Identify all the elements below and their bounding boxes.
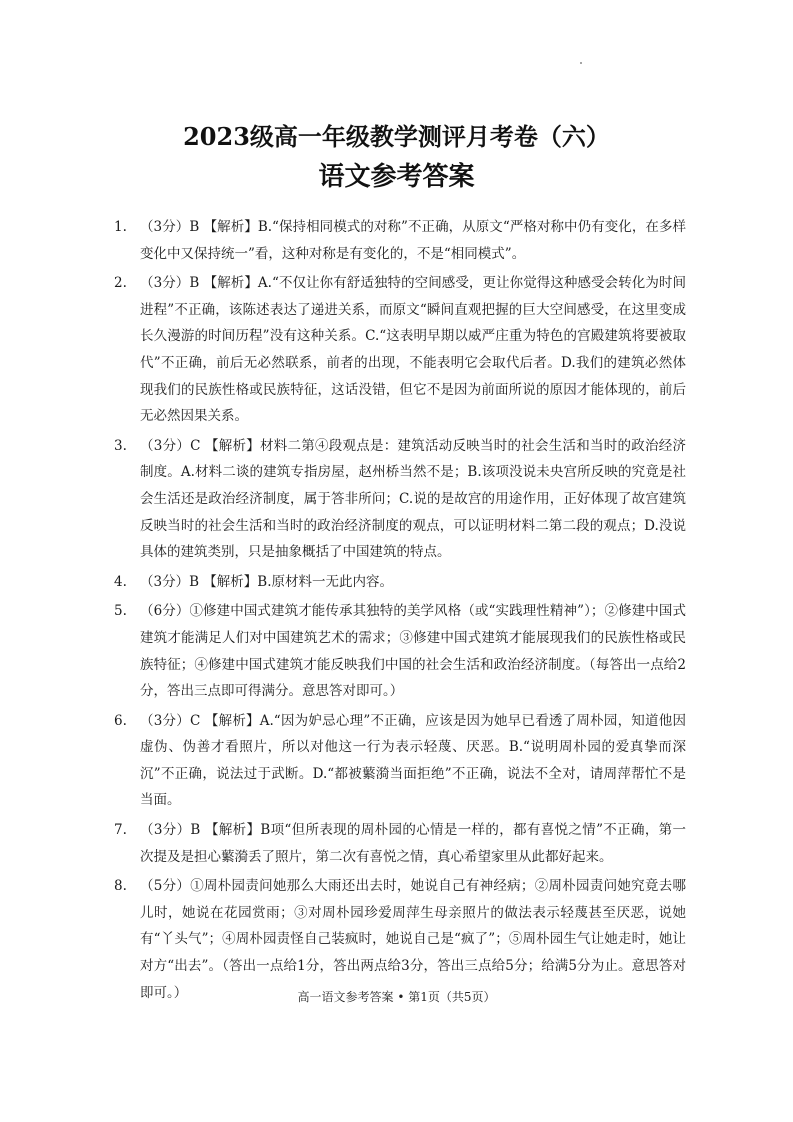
answer-text: （3分）B 【解析】B.“保持相同模式的对称”不正确，从原文“严格对称中仍有变化，在多样变化中又保持统一”看，这种对称是有变化的，不是“相同模式”。 <box>140 219 686 262</box>
answer-item <box>114 708 686 814</box>
answer-text: （3分）C 【解析】A.“因为妒忌心理”不正确，应该是因为她早已看透了周朴园，知道他因虚伪、伪善才看照片，所以对他这一行为表示轻蔑、厌恶。B.“说明周朴园的爱真挚而深沉”不正确，说法过于武断。D.“都被蘩漪当面拒绝”不正确，说法不全对，请周萍帮忙不是当面。 <box>140 712 686 809</box>
page-mark <box>580 62 582 64</box>
answer-number: 3. <box>114 437 127 454</box>
answer-number: 5. <box>114 603 127 620</box>
answer-number: 1. <box>114 219 127 235</box>
page-footer: 高一语文参考答案 • 第1页（共5页） <box>297 990 496 1004</box>
answer-text: （3分）B 【解析】B项“但所表现的周朴园的心情是一样的，都有喜悦之情”不正确，第一次提及是担心蘩漪丢了照片，第二次有喜悦之情，真心希望家里从此都好起来。 <box>140 822 686 865</box>
answer-number: 4. <box>114 573 127 590</box>
answer-item <box>114 433 686 566</box>
answer-text: （3分）B 【解析】A.“不仅让你有舒适独特的空间感受，更让你觉得这种感受会转化为时间进程”不正确，该陈述表达了递进关系，而原文“瞬间直观把握的巨大空间感受，在这里变成长久漫游的时间历程”没有这种关系。C.“这表明早期以威严庄重为特色的宫殿建筑将要被取代”不正确，前后无必然联系，前者的出现，不能表明它会取代后者。D.我们的建筑必然体现我们的民族性格或民族特征，这话没错，但它不是因为前面所说的原因才能体现的，前后无必然因果关系。 <box>140 275 686 425</box>
answer-list <box>114 214 686 1009</box>
answer-item <box>114 569 686 596</box>
answer-number: 8. <box>114 878 127 895</box>
answer-text: （3分）B 【解析】B.原材料一无此内容。 <box>140 573 394 590</box>
answer-number: 2. <box>114 275 127 292</box>
answer-item <box>114 817 686 870</box>
exam-title: 2023级高一年级教学测评月考卷（六） <box>183 122 610 151</box>
answer-item <box>114 214 686 267</box>
answer-item <box>114 598 686 704</box>
answer-item <box>114 873 686 1006</box>
exam-subtitle: 语文参考答案 <box>318 162 475 192</box>
answer-number: 7. <box>114 822 127 839</box>
answer-text: （6分）①修建中国式建筑才能传承其独特的美学风格（或“实践理性精神”）；②修建中国式建筑才能满足人们对中国建筑艺术的需求；③修建中国式建筑才能展现我们的民族性格或民族特征；④修建中国式建筑才能反映我们中国的社会生活和政治经济制度。（每答出一点给2分，答出三点即可得满分。意思答对即可。） <box>140 603 686 700</box>
answer-number: 6. <box>114 712 127 729</box>
answer-text: （5分）①周朴园责问她那么大雨还出去时，她说自己有神经病；②周朴园责问她究竟去哪儿时，她说在花园赏雨；③对周朴园珍爱周萍生母亲照片的做法表示轻蔑甚至厌恶，说她有“丫头气”；④周朴园责怪自己装疯时，她说自己是“疯了”；⑤周朴园生气让她走时，她让对方“出去”。（答出一点给1分，答出两点给3分，答出三点给5分；给满5分为止。意思答对即可。） <box>140 878 686 1001</box>
answer-text: （3分）C 【解析】材料二第④段观点是：建筑活动反映当时的社会生活和当时的政治经济制度。A.材料二谈的建筑专指房屋，赵州桥当然不是；B.该项没说未央宫所反映的究竟是社会生活还是政治经济制度，属于答非所问；C.说的是故宫的用途作用，正好体现了故宫建筑反映当时的社会生活和当时的政治经济制度的观点，可以证明材料二第二段的观点；D.没说具体的建筑类别，只是抽象概括了中国建筑的特点。 <box>140 437 686 561</box>
answer-item <box>114 270 686 430</box>
